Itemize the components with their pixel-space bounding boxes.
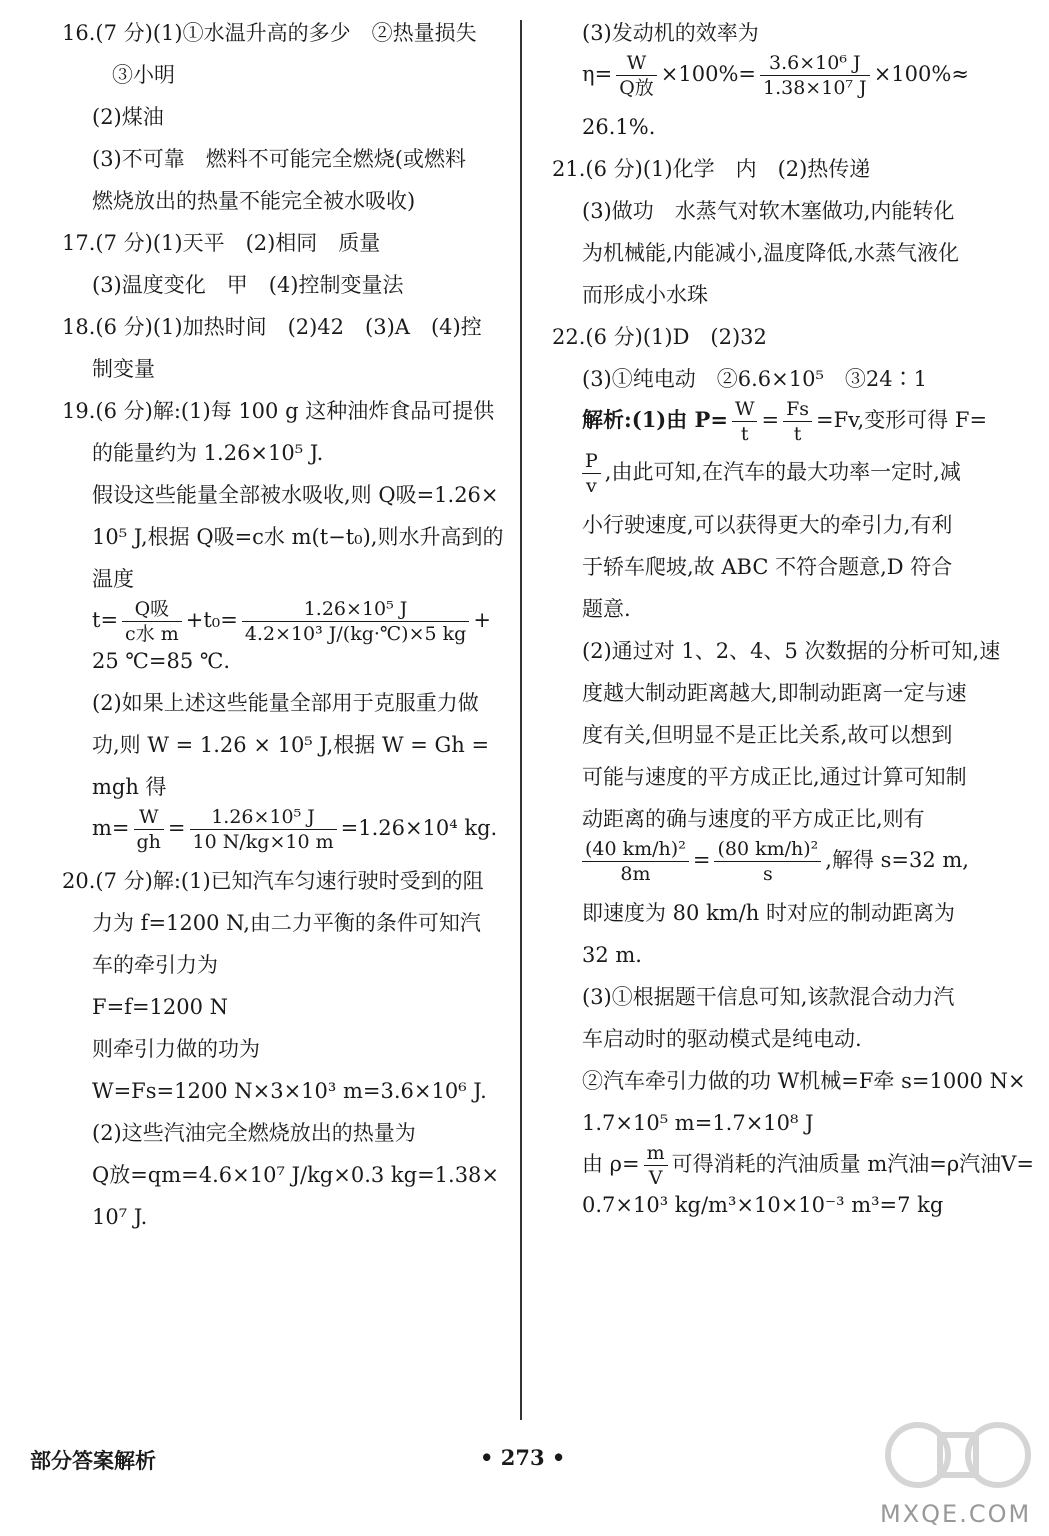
q18-line2: 制变量 bbox=[92, 357, 155, 381]
q19-line9: mgh 得 bbox=[92, 775, 167, 799]
eq-text: = bbox=[761, 408, 780, 432]
q20c-line2: 26.1%. bbox=[582, 115, 656, 139]
q20-line2: 力为 f=1200 N,由二力平衡的条件可知汽 bbox=[92, 911, 481, 935]
q22-line8: 度有关,但明显不是正比关系,故可以想到 bbox=[582, 723, 953, 747]
q22-line10: 动距离的确与速度的平方成正比,则有 bbox=[582, 807, 925, 831]
fraction-numerator: W bbox=[134, 805, 164, 830]
fraction-denominator: 8m bbox=[620, 863, 651, 885]
fraction-denominator: 4.2×10³ J/(kg·℃)×5 kg bbox=[244, 623, 467, 645]
q16-line1: 16.(7 分)(1)①水温升高的多少 ②热量损失 bbox=[62, 21, 477, 45]
q19-line3: 假设这些能量全部被水吸收,则 Q吸=1.26× bbox=[92, 483, 499, 507]
fraction-denominator: Q放 bbox=[619, 77, 654, 99]
right-column bbox=[552, 18, 1034, 1220]
eq-text: = bbox=[167, 816, 186, 840]
q22-line11: 即速度为 80 km/h 时对应的制动距离为 bbox=[582, 901, 955, 925]
q22-equation1b bbox=[552, 446, 1002, 498]
q19-line7: (2)如果上述这些能量全部用于克服重力做 bbox=[92, 691, 479, 715]
fraction-numerator: W bbox=[616, 51, 657, 76]
fraction bbox=[783, 397, 812, 446]
q18-line1: 18.(6 分)(1)加热时间 (2)42 (3)A (4)控 bbox=[62, 315, 482, 339]
q20-line4: F=f=1200 N bbox=[92, 995, 229, 1019]
eq-text: + bbox=[473, 608, 491, 632]
eq-text: ,解得 s=32 m, bbox=[825, 848, 969, 872]
fraction bbox=[242, 597, 470, 646]
eq-text: +t₀= bbox=[185, 608, 238, 632]
section-title: 部分答案解析 bbox=[30, 1449, 156, 1473]
q21-line3: 为机械能,内能减小,温度降低,水蒸气液化 bbox=[582, 241, 960, 265]
q19-line2: 的能量约为 1.26×10⁵ J. bbox=[92, 441, 324, 465]
fraction bbox=[616, 51, 657, 100]
q16-line2: ③小明 bbox=[112, 63, 175, 87]
fraction-numerator: 1.26×10⁵ J bbox=[242, 597, 470, 622]
q22-line2: (3)①纯电动 ②6.6×10⁵ ③24∶1 bbox=[582, 367, 927, 391]
fraction-numerator: 3.6×10⁶ J bbox=[760, 51, 870, 76]
q22-line6: (2)通过对 1、2、4、5 次数据的分析可知,速 bbox=[582, 639, 1001, 663]
fraction bbox=[714, 837, 821, 886]
fraction-denominator: t bbox=[793, 423, 802, 445]
eq-text: =1.26×10⁴ kg. bbox=[340, 816, 498, 840]
q22-equation3 bbox=[552, 1138, 1034, 1190]
q19-line6: 25 ℃=85 ℃. bbox=[92, 649, 231, 673]
fraction bbox=[644, 1141, 668, 1190]
fraction-denominator: V bbox=[648, 1167, 663, 1189]
fraction-numerator: 1.26×10⁵ J bbox=[190, 805, 337, 830]
q22-line12: 32 m. bbox=[582, 943, 642, 967]
q20-line3: 车的牵引力为 bbox=[92, 953, 218, 977]
eq-text: m= bbox=[92, 816, 130, 840]
eq-text: η= bbox=[582, 62, 613, 86]
fraction-numerator: P bbox=[582, 449, 601, 474]
fraction bbox=[582, 449, 601, 498]
q22-line5: 题意. bbox=[582, 597, 631, 621]
fraction bbox=[582, 837, 689, 886]
fraction bbox=[190, 805, 337, 854]
q22-line14: 车启动时的驱动模式是纯电动. bbox=[582, 1027, 862, 1051]
eq-text: = bbox=[692, 848, 711, 872]
fraction-numerator: W bbox=[732, 397, 758, 422]
q19-equation2 bbox=[62, 802, 512, 854]
q20-line7: (2)这些汽油完全燃烧放出的热量为 bbox=[92, 1121, 416, 1145]
q22-line16: 1.7×10⁵ m=1.7×10⁸ J bbox=[582, 1111, 814, 1135]
q20-line1: 20.(7 分)解:(1)已知汽车匀速行驶时受到的阻 bbox=[62, 869, 484, 893]
q16-line5: 燃烧放出的热量不能完全被水吸收) bbox=[92, 189, 416, 213]
q22-line15: ②汽车牵引力做的功 W机械=F牵 s=1000 N× bbox=[582, 1069, 1026, 1093]
q16-line4: (3)不可靠 燃料不可能完全燃烧(或燃料 bbox=[92, 147, 466, 171]
eq-text: 由 ρ= bbox=[582, 1152, 640, 1176]
q20c-line1: (3)发动机的效率为 bbox=[582, 21, 759, 45]
q20-line5: 则牵引力做的功为 bbox=[92, 1037, 260, 1061]
q22-line17: 0.7×10³ kg/m³×10×10⁻³ m³=7 kg bbox=[582, 1193, 944, 1217]
fraction bbox=[122, 597, 182, 646]
fraction-denominator: gh bbox=[136, 831, 161, 853]
q22-equation2 bbox=[552, 834, 1002, 886]
eq-text: ,由此可知,在汽车的最大功率一定时,减 bbox=[604, 460, 961, 484]
fraction-numerator: (80 km/h)² bbox=[714, 837, 821, 862]
q21-line4: 而形成小水珠 bbox=[582, 283, 708, 307]
fraction-numerator: (40 km/h)² bbox=[582, 837, 689, 862]
q21-line2: (3)做功 水蒸气对软木塞做功,内能转化 bbox=[582, 199, 955, 223]
q20c-equation bbox=[552, 48, 1002, 100]
q19-line4: 10⁵ J,根据 Q吸=c水 m(t−t₀),则水升高到的 bbox=[92, 525, 504, 549]
watermark-text: MXQE.COM bbox=[880, 1500, 1032, 1528]
eq-text: ×100%= bbox=[660, 62, 756, 86]
eq-text: 解析:(1)由 P= bbox=[582, 407, 728, 432]
fraction-denominator: t bbox=[740, 423, 749, 445]
q17-line1: 17.(7 分)(1)天平 (2)相同 质量 bbox=[62, 231, 381, 255]
eq-text: 可得消耗的汽油质量 m汽油=ρ汽油V= bbox=[671, 1152, 1034, 1176]
q19-line8: 功,则 W = 1.26 × 10⁵ J,根据 W = Gh = bbox=[92, 733, 490, 757]
eq-text: =Fv,变形可得 F= bbox=[816, 408, 988, 432]
left-column bbox=[62, 18, 512, 1232]
eq-text: ×100%≈ bbox=[873, 62, 969, 86]
q22-line9: 可能与速度的平方成正比,通过计算可知制 bbox=[582, 765, 967, 789]
fraction-denominator: 1.38×10⁷ J bbox=[763, 77, 867, 99]
q19-equation1 bbox=[62, 594, 512, 646]
q20-line6: W=Fs=1200 N×3×10³ m=3.6×10⁶ J. bbox=[92, 1079, 487, 1103]
q17-line2: (3)温度变化 甲 (4)控制变量法 bbox=[92, 273, 404, 297]
q19-line5: 温度 bbox=[92, 567, 134, 591]
q22-line7: 度越大制动距离越大,即制动距离一定与速 bbox=[582, 681, 967, 705]
q22-line4: 于轿车爬坡,故 ABC 不符合题意,D 符合 bbox=[582, 555, 953, 579]
column-divider bbox=[520, 20, 522, 1420]
q22-line13: (3)①根据题干信息可知,该款混合动力汽 bbox=[582, 985, 955, 1009]
fraction-denominator: 10 N/kg×10 m bbox=[192, 831, 334, 853]
q20-line9: 10⁷ J. bbox=[92, 1205, 148, 1229]
page-number: • 273 • bbox=[480, 1445, 566, 1470]
q22-line3: 小行驶速度,可以获得更大的牵引力,有利 bbox=[582, 513, 953, 537]
q22-equation1 bbox=[552, 394, 1002, 446]
q22-line1: 22.(6 分)(1)D (2)32 bbox=[552, 325, 767, 349]
fraction-numerator: Fs bbox=[783, 397, 812, 422]
fraction-numerator: m bbox=[644, 1141, 668, 1166]
q19-line1: 19.(6 分)解:(1)每 100 g 这种油炸食品可提供 bbox=[62, 399, 495, 423]
fraction-denominator: s bbox=[762, 863, 773, 885]
eq-text: t= bbox=[92, 608, 119, 632]
q20-line8: Q放=qm=4.6×10⁷ J/kg×0.3 kg=1.38× bbox=[92, 1163, 500, 1187]
q21-line1: 21.(6 分)(1)化学 内 (2)热传递 bbox=[552, 157, 871, 181]
q16-line3: (2)煤油 bbox=[92, 105, 164, 129]
fraction-numerator: Q吸 bbox=[122, 597, 182, 622]
fraction-denominator: v bbox=[586, 475, 597, 497]
fraction bbox=[732, 397, 758, 446]
fraction bbox=[134, 805, 164, 854]
fraction-denominator: c水 m bbox=[125, 623, 179, 645]
fraction bbox=[760, 51, 870, 100]
